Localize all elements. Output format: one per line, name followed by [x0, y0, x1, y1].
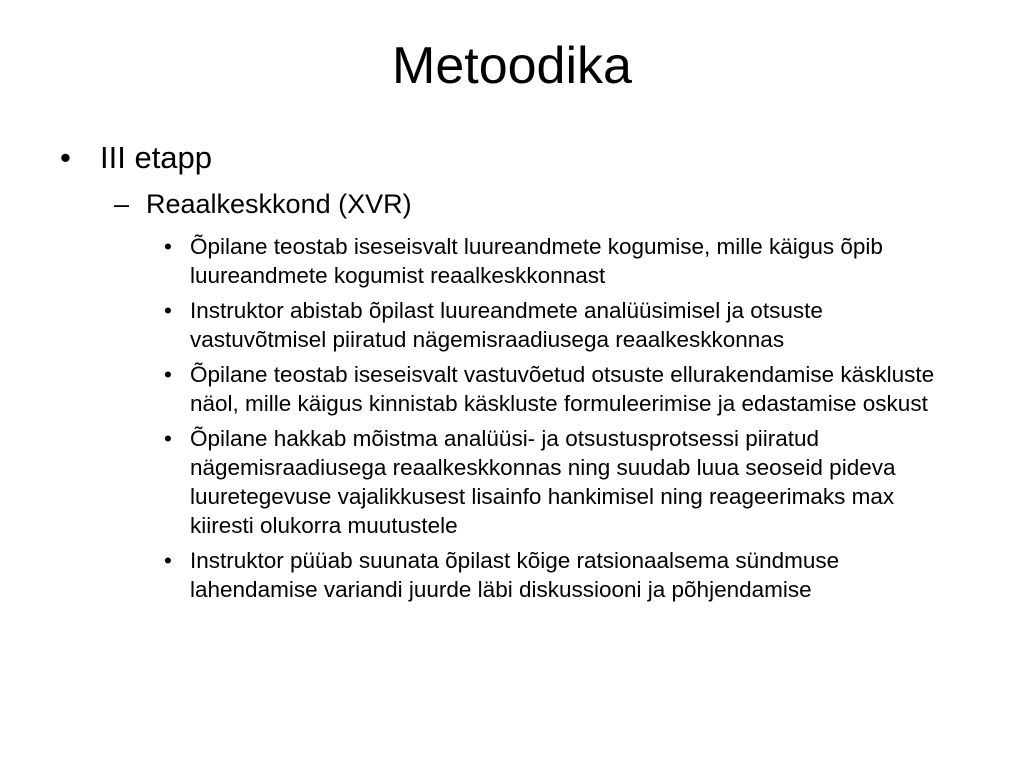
- level2-text: Reaalkeskkond (XVR): [146, 189, 412, 219]
- level3-bullet-item: [162, 296, 952, 354]
- level1-text: III etapp: [100, 140, 213, 175]
- bullet-dot-icon: •: [60, 140, 71, 175]
- bullet-dot-icon: •: [164, 362, 172, 387]
- level3-text: Õpilane hakkab mõistma analüüsi- ja otsustusprotsessi piiratud nägemisraadiusega reaalkeskkonnas ning suudab luua seoseid pideva luuretegevuse vajalikkusest lisainfo hankimisel ning reageerimaks max kiiresti olukorra muutustele: [190, 426, 896, 538]
- bullet-dot-icon: •: [164, 298, 172, 323]
- level3-text: Õpilane teostab iseseisvalt luureandmete kogumise, mille käigus õpib luureandmete kogumist reaalkeskkonnast: [190, 234, 883, 288]
- level3-bullet-list: [162, 232, 952, 610]
- bullet-dot-icon: •: [164, 548, 172, 573]
- level3-text: Instruktor püüab suunata õpilast kõige ratsionaalsema sündmuse lahendamise variandi juurde läbi diskussiooni ja põhjendamise: [190, 548, 840, 602]
- bullet-dot-icon: •: [164, 234, 172, 259]
- bullet-dot-icon: •: [164, 426, 172, 451]
- level3-bullet-item: [162, 360, 952, 418]
- bullet-dash-icon: –: [114, 189, 130, 219]
- level3-bullet-item: [162, 546, 952, 604]
- level3-text: Instruktor abistab õpilast luureandmete analüüsimisel ja otsuste vastuvõtmisel piiratud nägemisraadiusega reaalkeskkonnas: [190, 298, 823, 352]
- slide-title: Metoodika: [392, 37, 632, 95]
- level3-text: Õpilane teostab iseseisvalt vastuvõetud otsuste ellurakendamise käskluste näol, mille käigus kinnistab käskluste formuleerimise ja edastamise oskust: [190, 362, 935, 416]
- level3-bullet-item: [162, 424, 952, 540]
- level3-bullet-item: [162, 232, 952, 290]
